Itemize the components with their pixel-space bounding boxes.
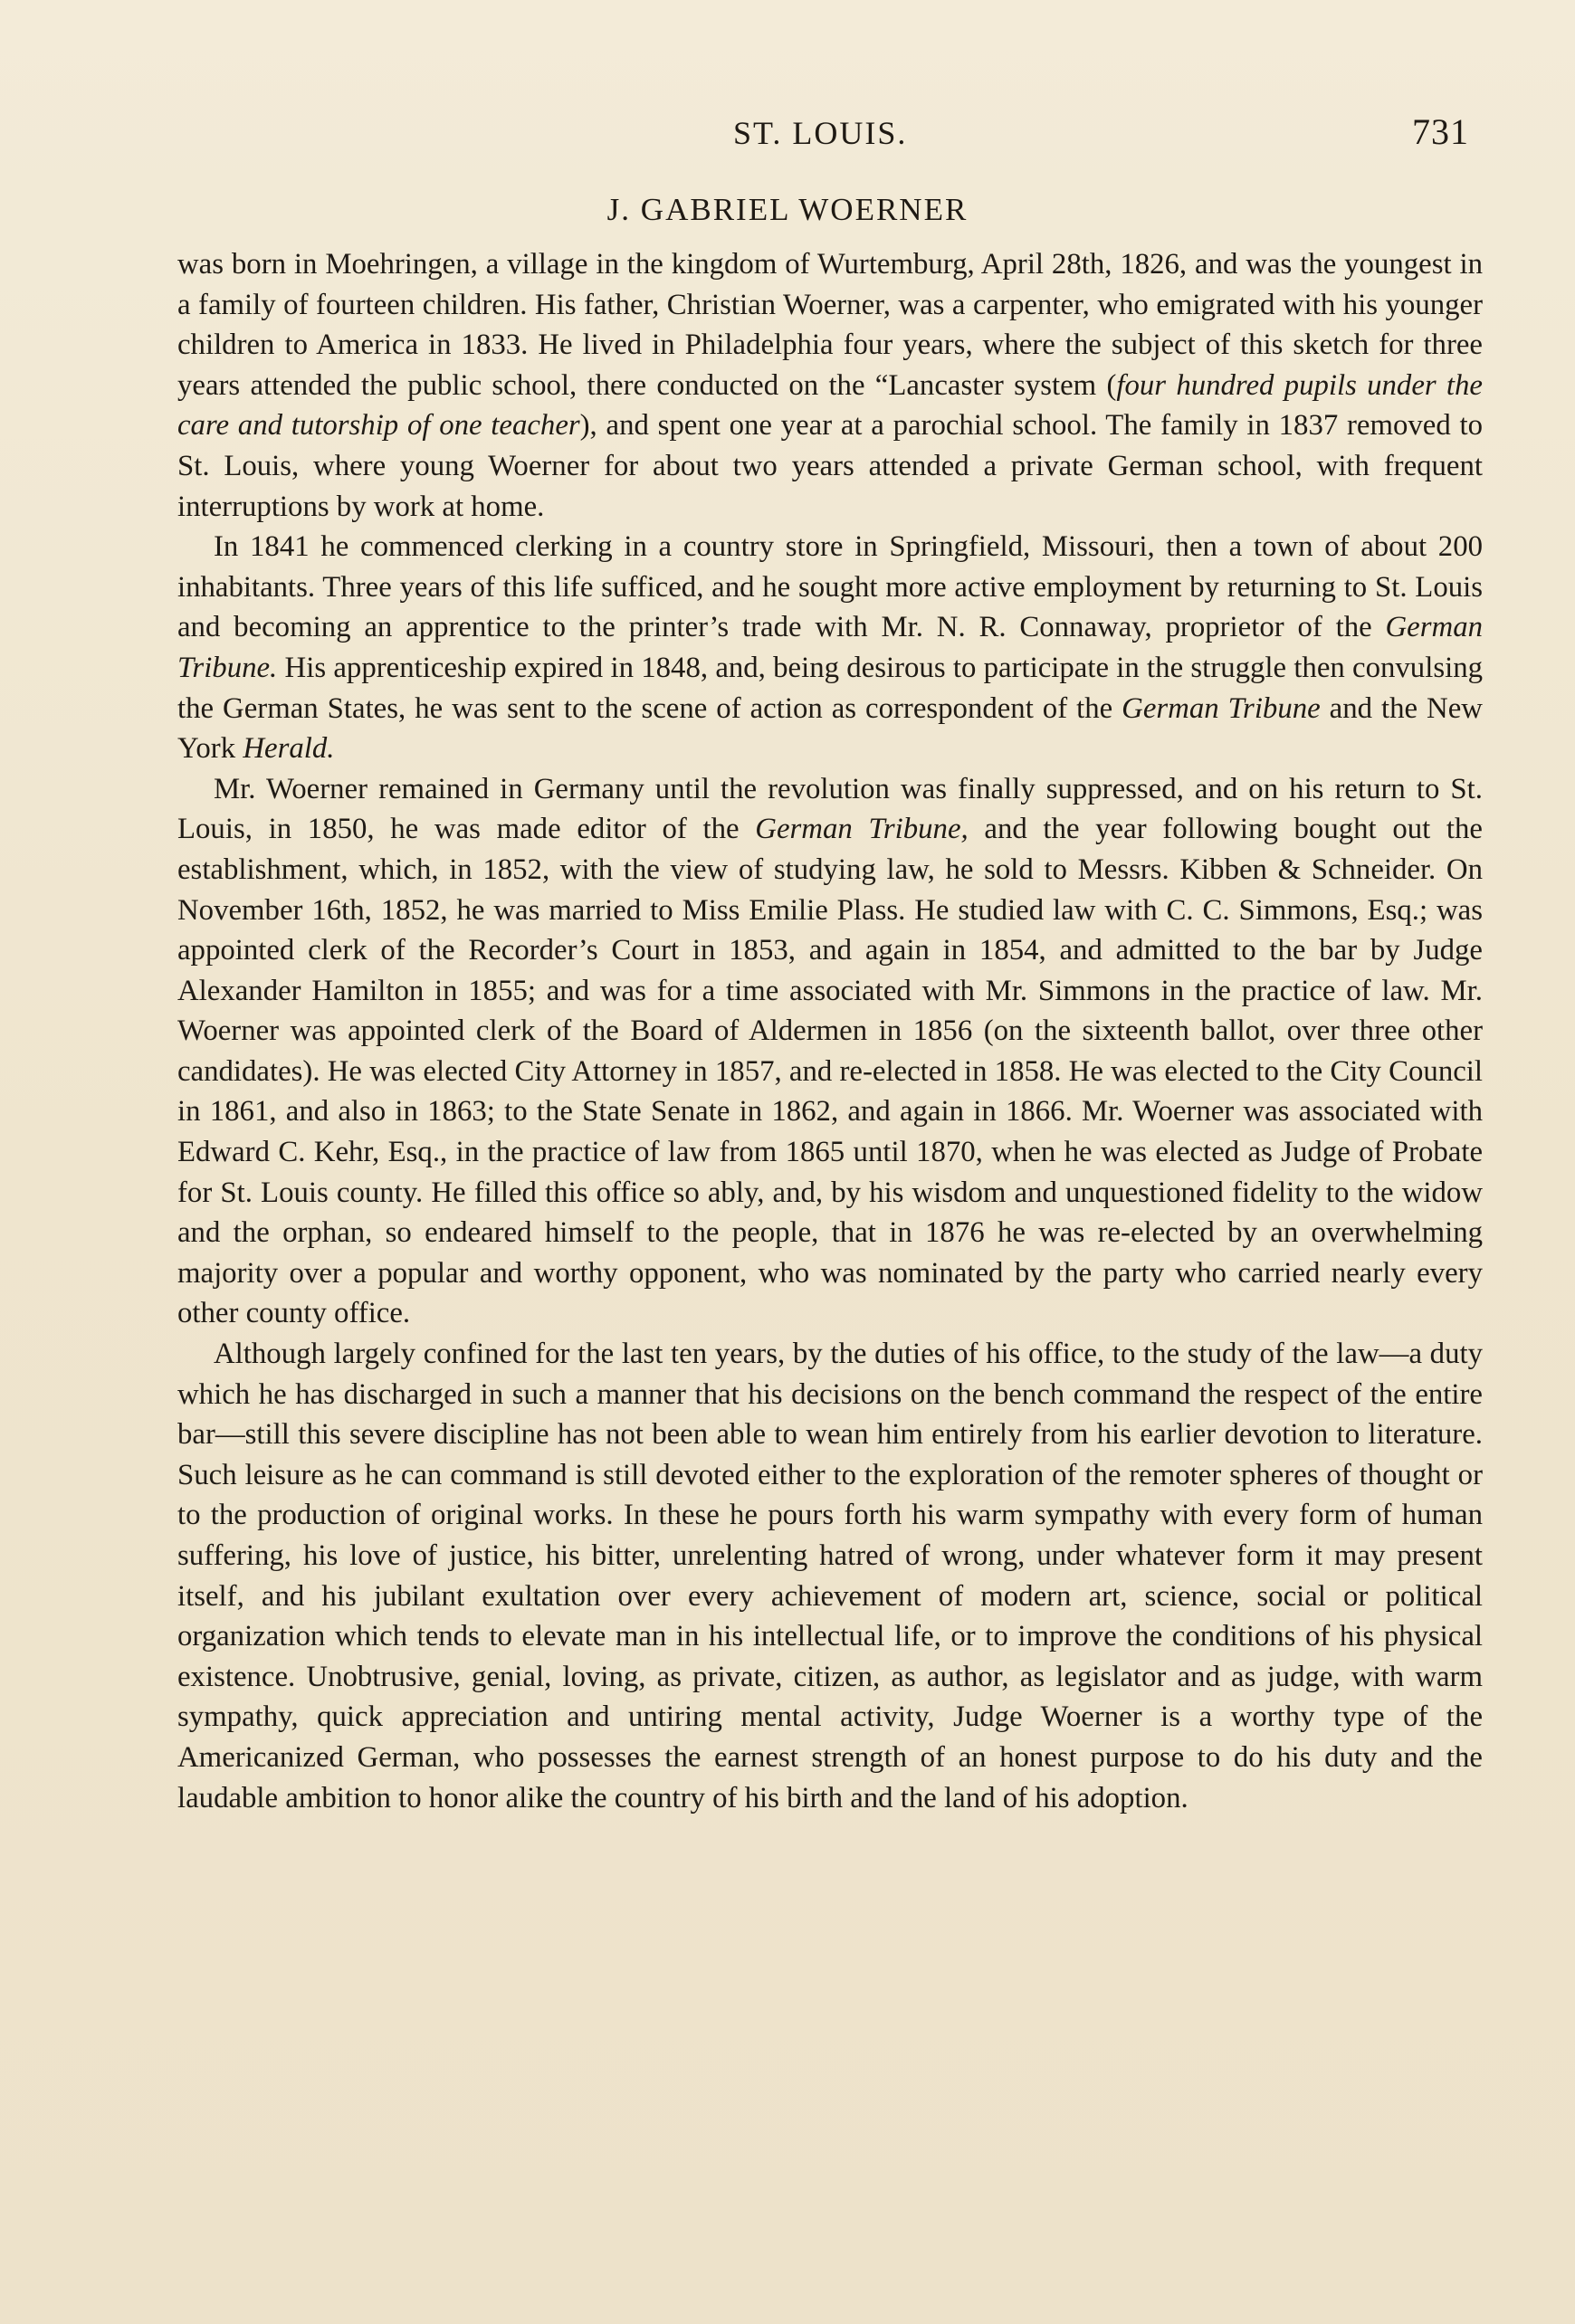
paragraph-4	[177, 1334, 1483, 1818]
article-body	[177, 244, 1483, 1818]
text-run: Although largely confined for the last ten years, by the duties of his office, to the study of the law—a duty which he has discharged in such a manner that his decisions on the bench command the respect of the entire bar—still this severe discipline has not been able to wean him entirely from his earlier devotion to literature. Such leisure as he can command is still devoted either to the exploration of the remoter spheres of thought or to the production of original works. In these he pours forth his warm sympathy with every form of human suffering, his love of justice, his bitter, unrelenting hatred of wrong, under whatever form it may present itself, and his jubilant exultation over every achievement of modern art, science, social or political organization which tends to elevate man in his intellectual life, or to improve the conditions of his physical existence. Unobtrusive, genial, loving, as private, citizen, as author, as legislator and as judge, with warm sympathy, quick appreciation and untiring mental activity, Judge Woerner is a worthy type of the Americanized German, who possesses the earnest strength of an honest purpose to do his duty and the laudable ambition to honor alike the country of his birth and the land of his adoption.	[177, 1338, 1483, 1814]
article-title: J. GABRIEL WOERNER	[606, 192, 969, 227]
text-run: Mr. Woerner remained in Germany until the revolution was finally suppressed, and on his return to St. Louis, in 1850, he was made editor of the	[177, 772, 1483, 846]
text-run: and the New York	[177, 691, 1483, 766]
italic-run: German Tribune.	[177, 611, 1483, 684]
page-number: 731	[1412, 111, 1469, 152]
running-head	[0, 111, 1575, 159]
text-run: ), and spent one year at a parochial school. The family in 1837 removed to St. Louis, where young Woerner for about two years attended a private German school, with frequent interruptions by work at home.	[177, 409, 1483, 523]
italic-run: four hundred pupils under the care and tutorship of one teacher	[177, 368, 1483, 443]
text-run: was born in Moehringen, a village in the kingdom of Wurtemburg, April 28th, 1826, and was the youngest in a family of fourteen children. His father, Christian Woerner, was a carpenter, who emigrated with his younger children to America in 1833. He lived in Philadelphia four years, where the subject of this sketch for three years attended the public school, there conducted on the “Lancaster system (	[177, 248, 1483, 402]
italic-run: German Tribune	[1122, 691, 1321, 725]
text-run: In 1841 he commenced clerking in a country store in Springfield, Missouri, then a town of about 200 inhabitants. Three years of this life sufficed, and he sought more active employment by returning to St. Louis and becoming an apprentice to the printer’s trade with Mr. N. R. Connaway, proprietor of the	[177, 530, 1483, 644]
text-run: and the year following bought out the establishment, which, in 1852, with the view of studying law, he sold to Messrs. Kibben & Schneider. On November 16th, 1852, he was married to Miss Emilie Plass. He studied law with C. C. Simmons, Esq.; was appointed clerk of the Recorder’s Court in 1853, and again in 1854, and admitted to the bar by Judge Alexander Hamilton in 1855; and was for a time associated with Mr. Simmons in the practice of law. Mr. Woerner was appointed clerk of the Board of Aldermen in 1856 (on the sixteenth ballot, over three other candidates). He was elected City Attorney in 1857, and re-elected in 1858. He was elected to the City Council in 1861, and also in 1863; to the State Senate in 1862, and again in 1866. Mr. Woerner was associated with Edward C. Kehr, Esq., in the practice of law from 1865 until 1870, when he was elected as Judge of Probate for St. Louis county. He filled this office so ably, and, by his wisdom and unquestioned fidelity to the widow and the orphan, so endeared himself to the people, that in 1876 he was re-elected by an overwhelming majority over a popular and worthy opponent, who was nominated by the party who carried nearly every other county office.	[177, 813, 1483, 1330]
paragraph-1	[177, 244, 1483, 527]
italic-run: German Tribune,	[755, 813, 969, 846]
paragraph-2	[177, 527, 1483, 769]
paragraph-3	[177, 769, 1483, 1334]
running-title: ST. LOUIS.	[733, 115, 908, 151]
text-run: His apprenticeship expired in 1848, and, being desirous to participate in the struggle then convulsing the German States, he was sent to the scene of action as correspondent of the	[177, 651, 1483, 725]
italic-run: Herald.	[243, 732, 335, 766]
